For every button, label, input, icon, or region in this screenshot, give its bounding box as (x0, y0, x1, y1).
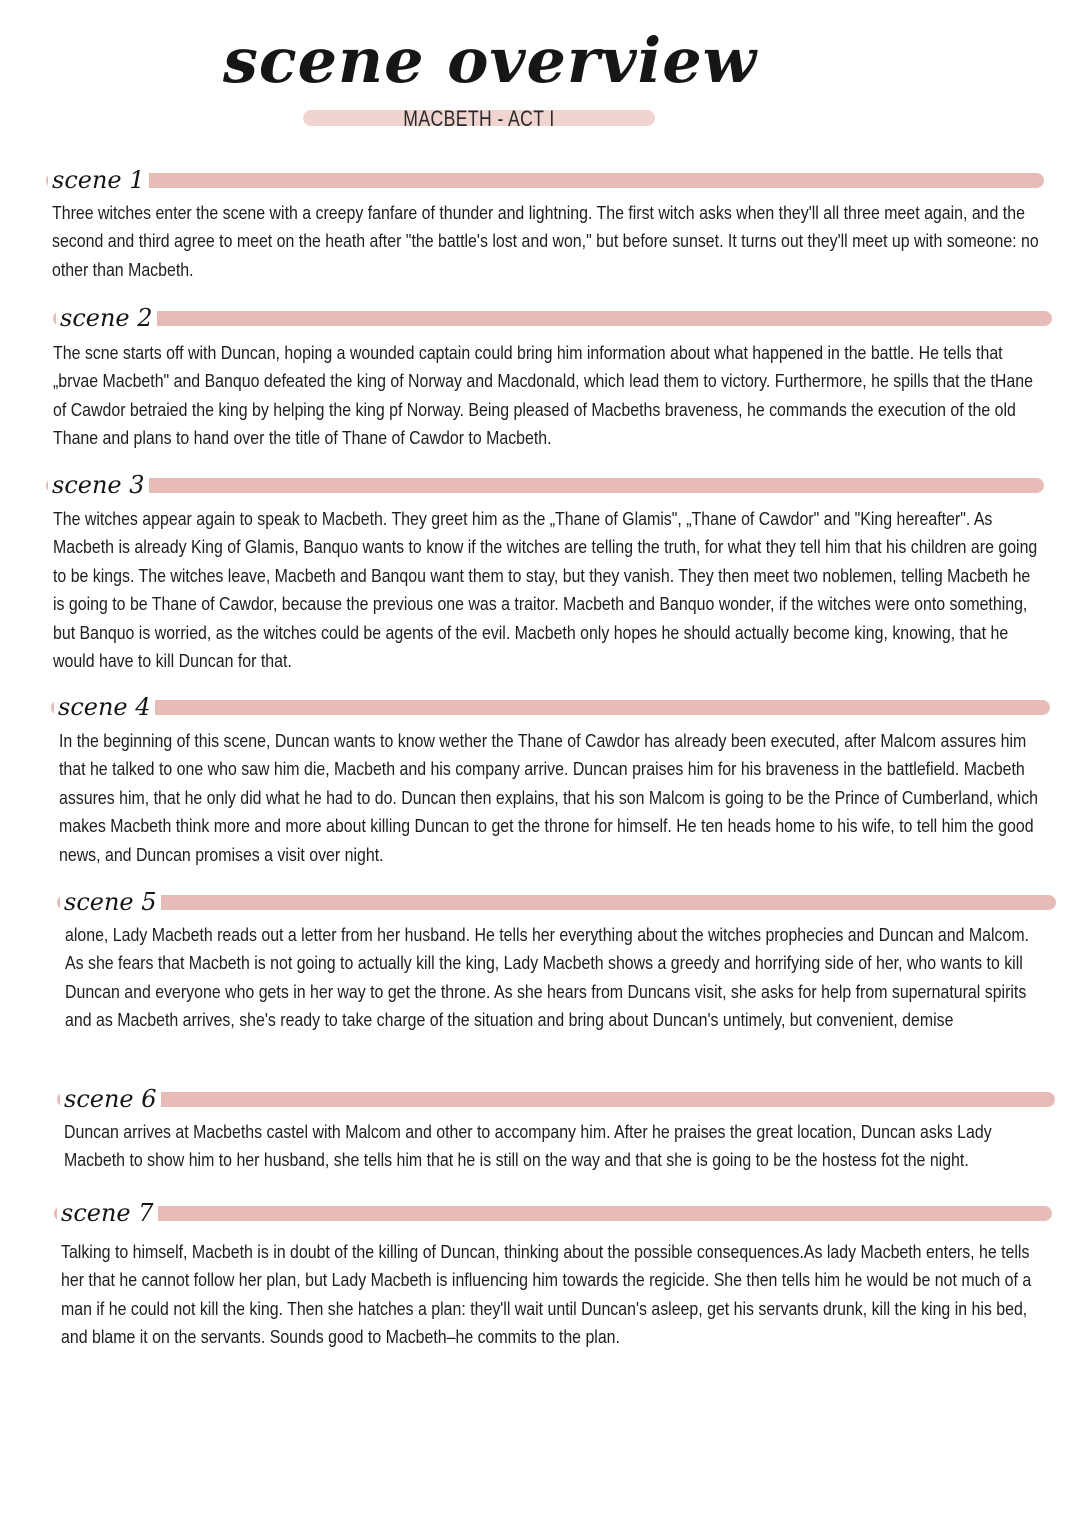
scene-summary: Three witches enter the scene with a creepy fanfare of thunder and lightning. The first witch asks when they'll all three meet again, and the second and third agree to meet on the heath after "the battle's lost and won," but before sunset. It turns out they'll meet up with someone: no other than Macbeth. (52, 202, 1039, 280)
scene-summary: The witches appear again to speak to Macbeth. They greet him as the „Thane of Glamis", „Thane of Cawdor" and "King hereafter". As Macbeth is already King of Glamis, Banquo wants to know if the witches are telling the truth, for what they tell him that his children are going to be kings. The witches leave, Macbeth and Banqou want them to stay, but they vanish. They then meet two noblemen, telling Macbeth he is going to be Thane of Cawdor, because the previous one was a traitor. Macbeth and Banquo wonder, if the witches were onto something, but Banquo is worried, as the witches could be agents of the evil. Macbeth only hopes he should actually become king, knowing, that he would have to kill Duncan for that. (53, 508, 1038, 672)
page-subtitle: MACBETH - ACT I (403, 106, 555, 131)
scene-heading: scene 2 (56, 306, 157, 330)
scene-summary: The scne starts off with Duncan, hoping a wounded captain could bring him information about what happened in the battle. He tells that „brvae Macbeth" and Banquo defeated the king of Norway and Macdonald, which lead them to victory. Furthermore, he spills that the tHane of Cawdor betraied the king by helping the king pf Norway. Being pleased of Macbeths braveness, he commands the execution of the old Thane and plans to hand over the title of Thane of Cawdor to Macbeth. (53, 342, 1033, 449)
scene-heading-bar (46, 478, 1044, 493)
scene-heading: scene 7 (57, 1201, 158, 1225)
scene-heading: scene 1 (48, 168, 149, 192)
scene-heading: scene 5 (60, 890, 161, 914)
scene-heading-bar (53, 311, 1052, 326)
page-title: scene overview (222, 24, 758, 97)
scene-heading: scene 6 (60, 1087, 161, 1111)
scene-summary: In the beginning of this scene, Duncan wants to know wether the Thane of Cawdor has already been executed, after Malcom assures him that he talked to one who saw him die, Macbeth and his company arrive. Duncan praises him for his braveness in the battlefield. Macbeth assures him, that he only did what he had to do. Duncan then explains, that his son Malcom is going to be the Prince of Cumberland, which makes Macbeth think more and more about killing Duncan to get the throne for himself. He ten heads home to his wife, to tell him the good news, and Duncan promises a visit over night. (59, 730, 1039, 865)
scene-summary: alone, Lady Macbeth reads out a letter from her husband. He tells her everything about the witches prophecies and Duncan and Malcom. As she fears that Macbeth is not going to actually kill the king, Lady Macbeth shows a greedy and horrifying side of her, who wants to kill Duncan and everyone who gets in her way to get the throne. As she hears from Duncans visit, she asks for help from supernatural spirits and as Macbeth arrives, she's ready to take charge of the situation and bring about Duncan's untimely, but convenient, demise (65, 924, 1030, 1031)
scene-heading-bar (57, 1092, 1055, 1107)
scene-summary: Talking to himself, Macbeth is in doubt of the killing of Duncan, thinking about the possible consequences.As lady Macbeth enters, he tells her that he cannot follow her plan, but Lady Macbeth is influencing him towards the regicide. She then tells him he would be not much of a man if he could not kill the king. Then she hatches a plan: they'll wait until Duncan's asleep, get his servants drunk, kill the king in his bed, and blame it on the servants. Sounds good to Macbeth–he commits to the plan. (61, 1241, 1032, 1348)
scene-heading-bar (57, 895, 1056, 910)
scene-heading: scene 3 (48, 473, 149, 497)
scene-summary: Duncan arrives at Macbeths castel with Malcom and other to accompany him. After he praises the great location, Duncan asks Lady Macbeth to show him to her husband, she tells him that he is still on the way and that she is going to be the hostess fot the night. (64, 1121, 992, 1171)
scene-heading-bar (54, 1206, 1052, 1221)
scene-heading-bar (46, 173, 1044, 188)
scene-heading: scene 4 (54, 695, 155, 719)
scene-heading-bar (51, 700, 1050, 715)
